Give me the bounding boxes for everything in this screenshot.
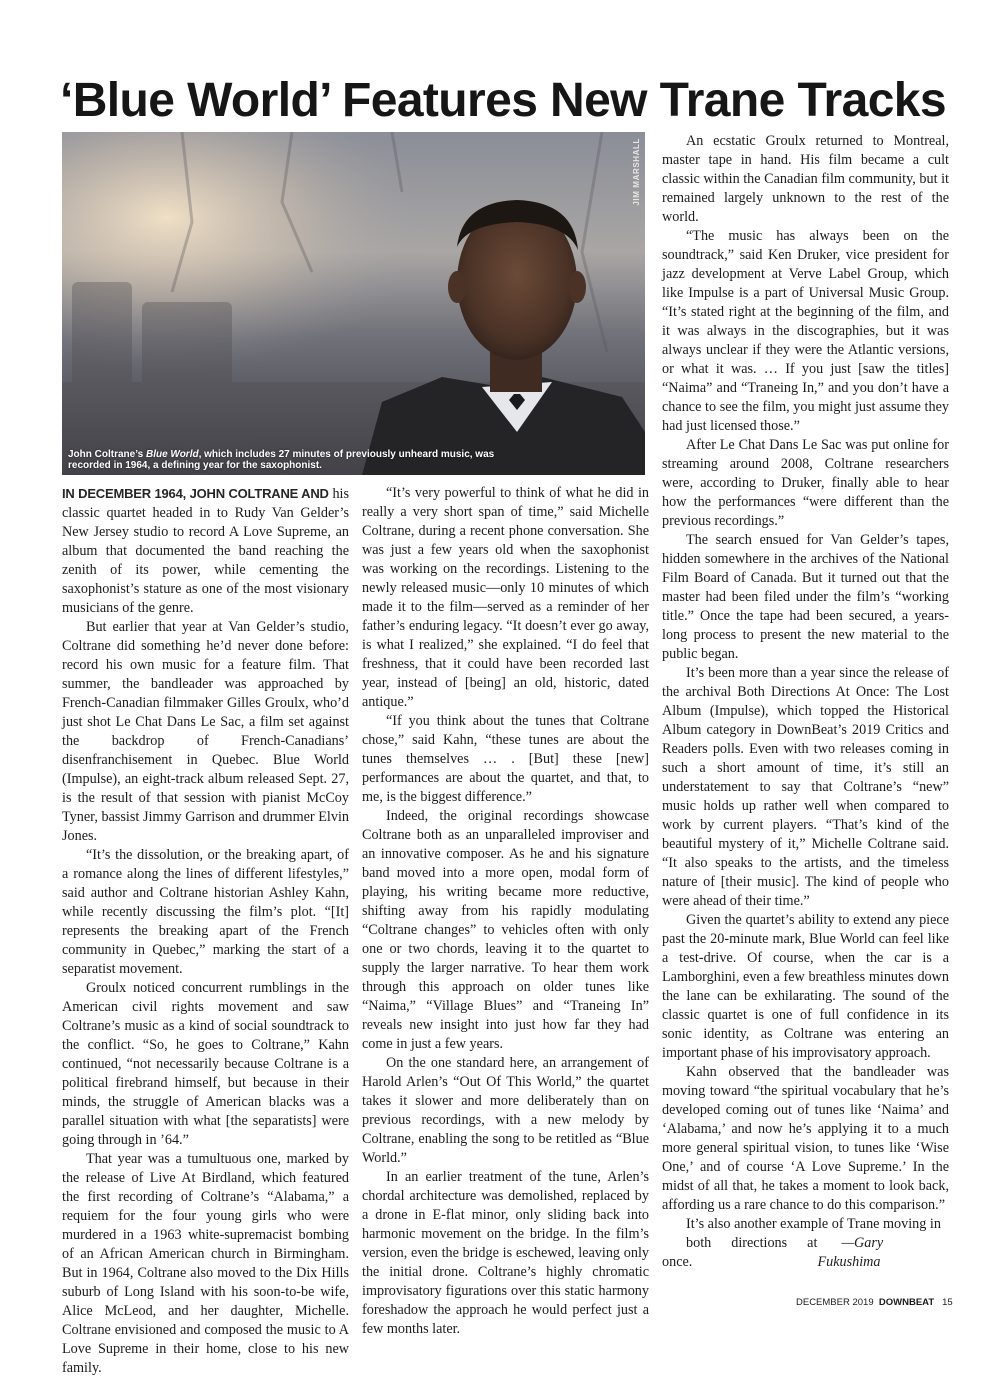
article-paragraph: But earlier that year at Van Gelder’s studio, Coltrane did something he’d never done before: record his own music for a feature film. That summer, the bandleader was approached by French-Canadian filmmaker Gilles Groulx, who’d just shot Le Chat Dans Le Sac, a film set against the backdrop of French-Canadians’ disenfranchisement in Quebec. Blue World (Impulse), an eight-track album released Sept. 27, is the result of that session with pianist McCoy Tyner, bassist Jimmy Garrison and drummer Elvin Jones.	[62, 619, 349, 844]
closing-text: both directions at once.	[662, 1235, 818, 1270]
coltrane-portrait-image	[62, 132, 645, 475]
photo-credit: JIM MARSHALL	[632, 138, 641, 206]
article-paragraph: It’s also another example of Trane moving in	[686, 1216, 941, 1232]
caption-text-end: , which includes 27 minutes of previously unheard music, was recorded in 1964, a defining year for the saxophonist.	[68, 449, 495, 471]
article-column-3	[662, 132, 949, 1272]
article-paragraph: After Le Chat Dans Le Sac was put online for streaming around 2008, Coltrane researchers were, according to Druker, finally able to hear how the performances “were different than the previous recordings.”	[662, 437, 949, 529]
article-paragraph: Indeed, the original recordings showcase Coltrane both as an unparalleled improviser and an innovative composer. As he and his signature band moved into a more open, modal form of playing, his writing became more reductive, shifting away from his rapidly modulating “Coltrane changes” to vehicles often with only one or two chords, leaving it to the quartet to supply the larger narrative. To hear them work through this approach on older tunes like “Naima,” “Village Blues” and “Traneing In” reveals new insight into just how far they had come in just a few years.	[362, 808, 649, 1052]
issue-date: DECEMBER 2019	[796, 1297, 874, 1308]
lead-in: IN DECEMBER 1964, JOHN COLTRANE AND	[62, 486, 329, 501]
caption-text-start: John Coltrane’s	[68, 449, 146, 460]
article-paragraph: That year was a tumultuous one, marked by the release of Live At Birdland, which featured the first recording of Coltrane’s “Alabama,” a requiem for the four young girls who were murdered in a 1963 white-supremacist bombing of an African American church in Birmingham. But in 1964, Coltrane also moved to the Dix Hills suburb of Long Island with his soon-to-be wife, Alice McLeod, and her daughter, Michelle. Coltrane envisioned and composed the music to A Love Supreme in their home, close to his new family.	[62, 1151, 349, 1376]
headline: ‘Blue World’ Features New Trane Tracks	[60, 74, 946, 127]
article-paragraph: “If you think about the tunes that Coltrane chose,” said Kahn, “these tunes are about the tunes themselves … . [But] these [new] performances are about the quartet, and that, to me, is the biggest difference.”	[362, 713, 649, 805]
article-paragraph: “The music has always been on the soundtrack,” said Ken Druker, vice president for jazz development at Verve Label Group, which like Impulse is a part of Universal Music Group. “It’s stated right at the beginning of the film, and it was always in the discographies, but it was always unclear if they were the Atlantic versions, or what it was. … If you just [saw the titles] “Naima” and “Traneing In,” and you don’t have a chance to see the film, you might just assume they had just licensed those.”	[662, 228, 949, 434]
author-signature: —Gary Fukushima	[817, 1235, 884, 1270]
article-paragraph: In an earlier treatment of the tune, Arlen’s chordal architecture was demolished, replaced by a drone in E-flat minor, only sliding back into harmonic movement on the bridge. In the film’s version, even the bridge is eschewed, leaving only the initial drone. Coltrane’s highly chromatic improvisatory figurations over this static harmony foreshadow the approach he would perfect just a few months later.	[362, 1169, 649, 1337]
article-paragraph: “It’s the dissolution, or the breaking apart, of a romance along the lines of different lifestyles,” said author and Coltrane historian Ashley Kahn, while recently discussing the film’s plot. “[It] represents the breaking apart of the French community in Quebec,” marking the start of a separatist movement.	[62, 847, 349, 977]
closing-line	[662, 1234, 949, 1272]
article-paragraph: Groulx noticed concurrent rumblings in the American civil rights movement and saw Coltrane’s music as a kind of social soundtrack to the conflict. “So, he goes to Coltrane,” Kahn continued, “not necessarily because Coltrane is a political firebrand himself, but because in their minds, the struggle of American blacks was a parallel situation with what [the separatists] were going through in ’64.”	[62, 980, 349, 1148]
article-photo	[62, 132, 645, 475]
article-paragraph	[62, 484, 349, 618]
article-paragraph: “It’s very powerful to think of what he did in really a very short span of time,” said Michelle Coltrane, during a recent phone conversation. She was just a few years old when the saxophonist was working on the recordings. Listening to the newly released music—only 10 minutes of which made it to the film—served as a reminder of her father’s enduring legacy. “It doesn’t ever go away, is what I realized,” she explained. “I do feel that freshness, that it could have been recorded last year, instead of [being] an old, historic, dated antique.”	[362, 485, 649, 710]
article-paragraph: An ecstatic Groulx returned to Montreal, master tape in hand. His film became a cult classic within the Canadian film community, but it remained largely unknown to the rest of the world.	[662, 133, 949, 225]
paragraph-text: his classic quartet headed in to Rudy Van Gelder’s New Jersey studio to record A Love Supreme, an album that documented the band reaching the zenith of its power, while cementing the saxophonist’s stature as one of the most visionary musicians of the genre.	[62, 486, 349, 616]
article-paragraph: The search ensued for Van Gelder’s tapes, hidden somewhere in the archives of the National Film Board of Canada. But it turned out that the master had been filed under the film’s “working title.” Once the tape had been secured, a years-long process to present the new material to the public began.	[662, 532, 949, 662]
article-paragraph: On the one standard here, an arrangement of Harold Arlen’s “Out Of This World,” the quartet takes it slower and more deliberately than on previous recordings, with a new melody by Coltrane, enabling the song to be retitled as “Blue World.”	[362, 1055, 649, 1166]
article-paragraph: It’s been more than a year since the release of the archival Both Directions At Once: The Lost Album (Impulse), which topped the Historical Album category in DownBeat’s 2019 Critics and Readers polls. Even with two releases coming in such a short amount of time, it’s still an understatement to say that Coltrane’s “new” music holds up rather well when compared to work by current players. “That’s kind of the beautiful mystery of it,” Michelle Coltrane said. “It also speaks to the artists, and the timeless nature of [their music]. The kind of people who were ahead of their time.”	[662, 665, 949, 909]
caption-album-title: Blue World	[145, 449, 199, 460]
article-column-2	[362, 484, 649, 1339]
page-footer	[796, 1297, 953, 1308]
photo-caption	[68, 449, 508, 471]
article-paragraph: Given the quartet’s ability to extend any piece past the 20-minute mark, Blue World can feel like a test-drive. Of course, when the car is a Lamborghini, even a few breathless minutes down the lane can be exhilarating. The sound of the classic quartet is one of full confidence in its sonic identity, as Coltrane was entering an important phase of his improvisatory approach.	[662, 912, 949, 1061]
article-column-1	[62, 484, 349, 1378]
page-number: 15	[942, 1297, 953, 1308]
magazine-name: DOWNBEAT	[878, 1297, 935, 1308]
article-paragraph: Kahn observed that the bandleader was moving toward “the spiritual vocabulary that he’s developed coming out of tunes like ‘Naima’ and ‘Alabama,’ and now he’s applying it to a much more general spiritual vision, to tunes like ‘Wise One,’ and of course ‘A Love Supreme.’ In the midst of all that, he takes a moment to look back, affording us a rare chance to do this comparison.”	[662, 1064, 949, 1213]
